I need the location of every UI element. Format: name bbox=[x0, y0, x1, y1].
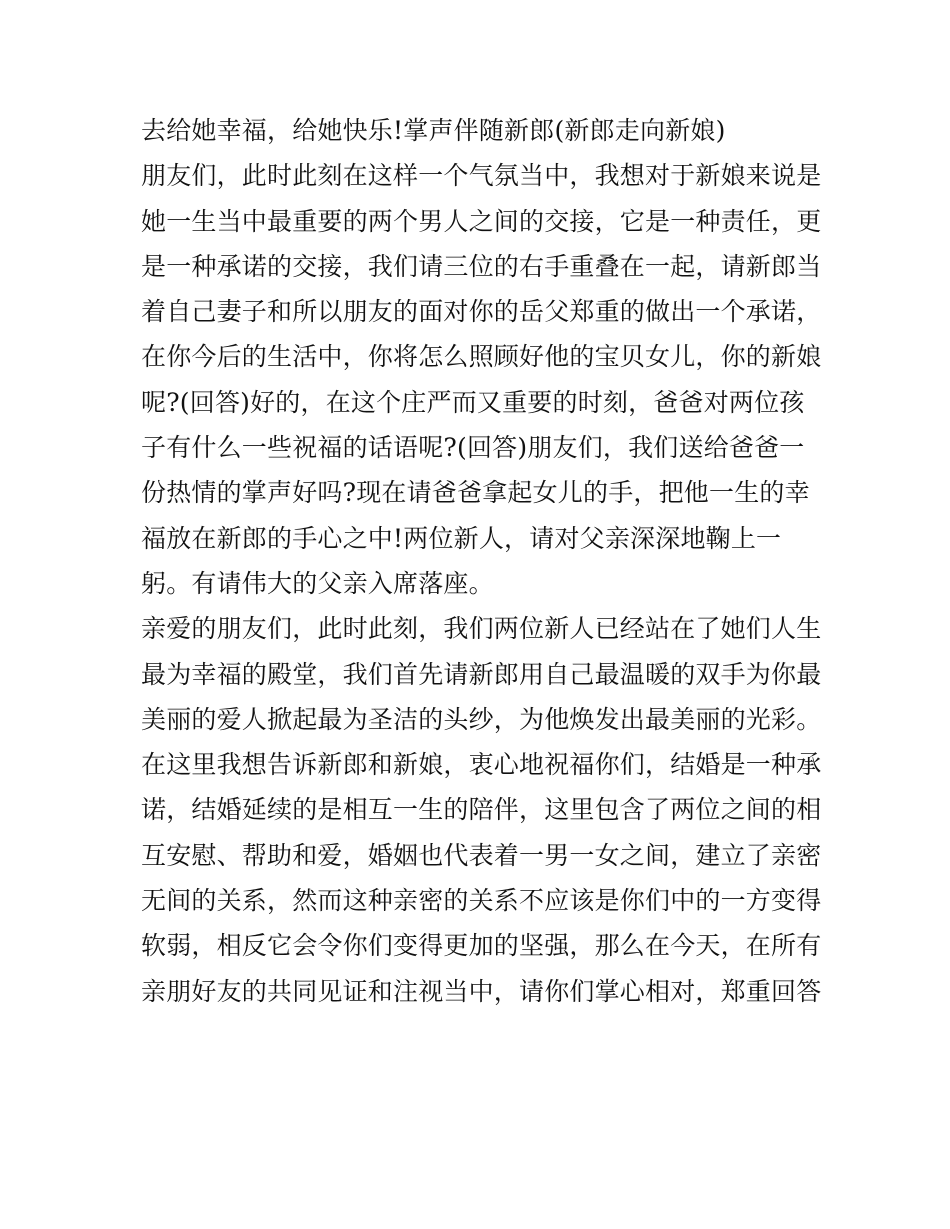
text-line: 去给她幸福，给她快乐!掌声伴随新郎(新郎走向新娘) bbox=[141, 116, 726, 145]
text-line: 朋友们，此时此刻在这样一个气氛当中，我想对于新娘来说是 bbox=[141, 161, 822, 191]
text-line: 诺，结婚延续的是相互一生的陪伴，这里包含了两位之间的相 bbox=[141, 795, 822, 825]
text-line: 无间的关系，然而这种亲密的关系不应该是你们中的一方变得 bbox=[141, 886, 822, 916]
text-line: 躬。有请伟大的父亲入席落座。 bbox=[141, 568, 494, 598]
text-line: 美丽的爱人掀起最为圣洁的头纱，为他焕发出最美丽的光彩。 bbox=[141, 704, 822, 734]
text-line: 子有什么一些祝福的话语呢?(回答)朋友们，我们送给爸爸一 bbox=[141, 433, 805, 463]
text-line: 着自己妻子和所以朋友的面对你的岳父郑重的做出一个承诺， bbox=[141, 297, 822, 327]
text-line: 份热情的掌声好吗?现在请爸爸拿起女儿的手，把他一生的幸 bbox=[141, 478, 810, 508]
body-text bbox=[141, 108, 821, 1014]
text-line: 是一种承诺的交接，我们请三位的右手重叠在一起，请新郎当 bbox=[141, 251, 822, 281]
text-line: 亲爱的朋友们，此时此刻，我们两位新人已经站在了她们人生 bbox=[141, 614, 822, 644]
text-line: 在你今后的生活中，你将怎么照顾好他的宝贝女儿，你的新娘 bbox=[141, 342, 822, 372]
text-line: 在这里我想告诉新郎和新娘，衷心地祝福你们，结婚是一种承 bbox=[141, 750, 822, 780]
text-line: 呢?(回答)好的，在这个庄严而又重要的时刻，爸爸对两位孩 bbox=[141, 387, 805, 417]
text-line: 互安慰、帮助和爱，婚姻也代表着一男一女之间，建立了亲密 bbox=[141, 840, 822, 870]
text-line: 最为幸福的殿堂，我们首先请新郎用自己最温暖的双手为你最 bbox=[141, 659, 822, 689]
text-line: 软弱，相反它会令你们变得更加的坚强，那么在今天，在所有 bbox=[141, 931, 822, 961]
text-line: 她一生当中最重要的两个男人之间的交接，它是一种责任，更 bbox=[141, 206, 822, 236]
text-line: 亲朋好友的共同见证和注视当中，请你们掌心相对，郑重回答 bbox=[141, 976, 822, 1006]
text-line: 福放在新郎的手心之中!两位新人，请对父亲深深地鞠上一 bbox=[141, 523, 782, 553]
